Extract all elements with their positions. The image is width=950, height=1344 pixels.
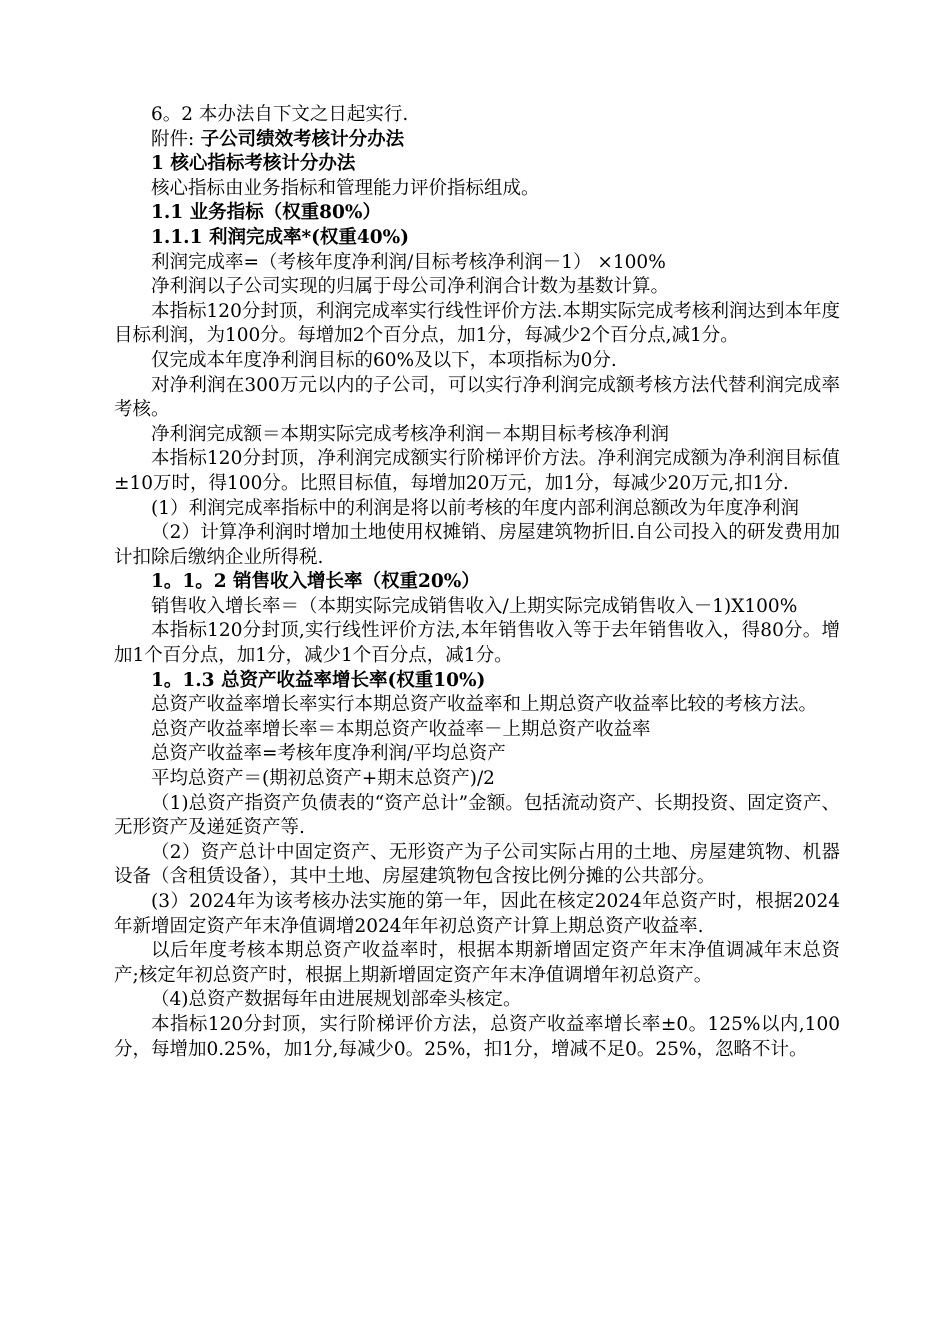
section-heading-1-1: 1.1 业务指标（权重80%） [151, 202, 381, 224]
attachment-label: 附件: [151, 128, 195, 150]
note-item: （1)总资产指资产负债表的“资产总计”金额。包括流动资产、长期投资、固定资产、无形资产及递延资产等. [114, 792, 840, 839]
paragraph: 本指标120分封顶，实行阶梯评价方法，总资产收益率增长率±0。125%以内,100分，每增加0.25%，加1分,每减少0。25%，扣1分，增减不足0。25%，忽略不计。 [114, 1013, 840, 1060]
paragraph: 核心指标由业务指标和管理能力评价指标组成。 [151, 177, 540, 199]
paragraph: 本指标120分封顶，利润完成率实行线性评价方法.本期实际完成考核利润达到本年度目标利润，为100分。每增加2个百分点，加1分，每减少2个百分点,减1分。 [114, 300, 840, 347]
formula-average-total-assets: 平均总资产＝(期初总资产+期末总资产)/2 [151, 768, 495, 790]
note-item: （2）计算净利润时增加土地使用权摊销、房屋建筑物折旧.自公司投入的研发费用加计扣除后缴纳企业所得税. [114, 522, 840, 568]
section-heading-1-1-3: 1。1.3 总资产收益率增长率(权重10%) [151, 669, 486, 691]
attachment-title-text [151, 129, 404, 150]
formula-profit-completion-rate: 利润完成率=（考核年度净利润/目标考核净利润－1） ×100% [151, 251, 666, 273]
attachment-title [114, 128, 840, 153]
paragraph: 以后年度考核本期总资产收益率时，根据本期新增固定资产年末净值调减年末总资产;核定年初总资产时，根据上期新增固定资产年末净值调增年初总资产。 [114, 940, 840, 986]
attachment-name: 子公司绩效考核计分办法 [194, 128, 405, 150]
document-body [114, 103, 840, 1062]
note-item: （4)总资产数据每年由进展规划部牵头核定。 [151, 989, 522, 1011]
note-item: （2）资产总计中固定资产、无形资产为子公司实际占用的土地、房屋建筑物、机器设备（含租赁设备），其中土地、房屋建筑物包含按比例分摊的公共部分。 [114, 841, 840, 888]
paragraph: 本指标120分封顶，净利润完成额实行阶梯评价方法。净利润完成额为净利润目标值±10万时，得100分。比照目标值，每增加20万元，加1分，每减少20万元,扣1分. [114, 448, 840, 494]
paragraph: 本指标120分封顶,实行线性评价方法,本年销售收入等于去年销售收入，得80分。增加1个百分点，加1分，减少1个百分点，减1分。 [114, 620, 840, 667]
formula-roa-growth-rate: 总资产收益率增长率＝本期总资产收益率－上期总资产收益率 [151, 718, 651, 740]
paragraph: 净利润以子公司实现的归属于母公司净利润合计数为基数计算。 [151, 276, 670, 298]
formula-net-profit-amount: 净利润完成额＝本期实际完成考核净利润－本期目标考核净利润 [151, 423, 670, 445]
clause-6-2: 6。2 本办法自下文之日起实行. [151, 104, 409, 125]
paragraph: 仅完成本年度净利润目标的60%及以下，本项指标为0分. [151, 349, 617, 371]
section-heading-1-1-1: 1.1.1 利润完成率*(权重40%) [151, 226, 409, 248]
section-heading-1: 1 核心指标考核计分办法 [151, 153, 356, 175]
note-item: (1）利润完成率指标中的利润是将以前考核的年度内部利润总额改为年度净利润 [151, 497, 799, 519]
formula-roa: 总资产收益率=考核年度净利润/平均总资产 [151, 743, 506, 765]
note-item: (3）2024年为该考核办法实施的第一年，因此在核定2024年总资产时，根据2024年新增固定资产年末净值调增2024年年初总资产计算上期总资产收益率. [114, 891, 840, 937]
section-heading-1-1-2: 1。1。2 销售收入增长率（权重20%） [151, 571, 480, 593]
formula-sales-growth-rate: 销售收入增长率＝（本期实际完成销售收入/上期实际完成销售收入－1)X100% [151, 595, 798, 617]
paragraph: 总资产收益率增长率实行本期总资产收益率和上期总资产收益率比较的考核方法。 [151, 694, 818, 716]
paragraph: 对净利润在300万元以内的子公司，可以实行净利润完成额考核方法代替利润完成率考核。 [114, 374, 840, 421]
